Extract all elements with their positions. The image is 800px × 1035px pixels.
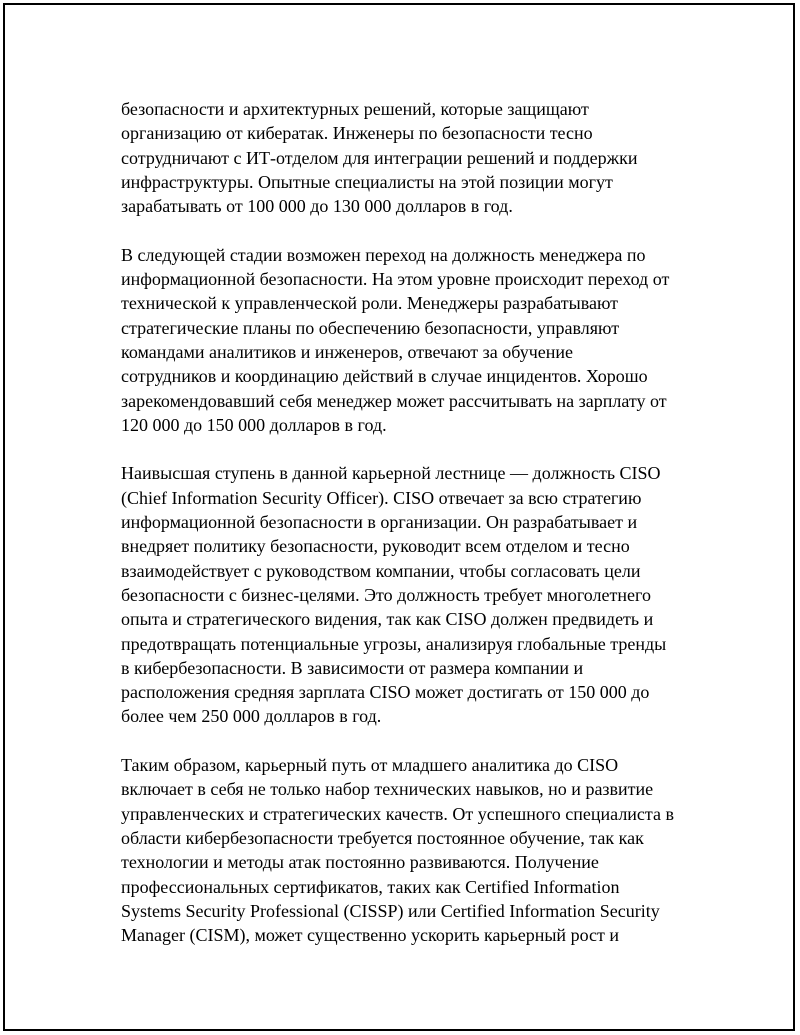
text-line: (Chief Information Security Officer). CISO отвечает за всю стратегию: [121, 487, 642, 508]
text-line: сотрудничают с ИТ-отделом для интеграции решений и поддержки: [121, 147, 638, 168]
text-line: командами аналитиков и инженеров, отвечают за обучение: [121, 341, 574, 362]
text-line: взаимодействует с руководством компании, чтобы согласовать цели: [121, 560, 641, 581]
paragraph-ciso: [121, 461, 701, 728]
text-line: внедряет политику безопасности, руководит всем отделом и тесно: [121, 536, 630, 557]
text-line: Наивысшая ступень в данной карьерной лестнице — должность CISO: [121, 463, 661, 484]
paragraph-conclusion: [121, 753, 701, 947]
text-line: зарекомендовавший себя менеджер может рассчитывать на зарплату от: [121, 390, 667, 411]
text-line: предотвращать потенциальные угрозы, анализируя глобальные тренды: [121, 633, 667, 654]
text-line: области кибербезопасности требуется постоянное обучение, так как: [121, 827, 644, 848]
text-line: расположения средняя зарплата CISO может достигать от 150 000 до: [121, 682, 650, 703]
document-body: [121, 97, 701, 972]
text-line: сотрудников и координацию действий в случае инцидентов. Хорошо: [121, 366, 648, 387]
text-line: организацию от кибератак. Инженеры по безопасности тесно: [121, 123, 593, 144]
text-line: более чем 250 000 долларов в год.: [121, 706, 382, 727]
text-line: безопасности с бизнес-целями. Это должность требует многолетнего: [121, 584, 651, 605]
paragraph-security-engineer: [121, 97, 701, 218]
text-line: Manager (CISM), может существенно ускорить карьерный рост и: [121, 925, 620, 946]
text-line: опыта и стратегического видения, так как CISO должен предвидеть и: [121, 609, 654, 630]
text-line: Systems Security Professional (CISSP) или Certified Information Security: [121, 900, 660, 921]
text-line: стратегические планы по обеспечению безопасности, управляют: [121, 317, 620, 338]
text-line: зарабатывать от 100 000 до 130 000 долларов в год.: [121, 196, 513, 217]
text-line: профессиональных сертификатов, таких как Certified Information: [121, 876, 620, 897]
page-frame: [3, 3, 795, 1031]
paragraph-security-manager: [121, 243, 701, 437]
text-line: 120 000 до 150 000 долларов в год.: [121, 414, 387, 435]
text-line: информационной безопасности в организации. Он разрабатывает и: [121, 512, 638, 533]
text-line: Таким образом, карьерный путь от младшего аналитика до CISO: [121, 755, 619, 776]
text-line: управленческих и стратегических качеств. От успешного специалиста в: [121, 803, 674, 824]
text-line: в кибербезопасности. В зависимости от размера компании и: [121, 657, 584, 678]
text-line: В следующей стадии возможен переход на должность менеджера по: [121, 244, 646, 265]
text-line: информационной безопасности. На этом уровне происходит переход от: [121, 269, 670, 290]
text-line: инфраструктуры. Опытные специалисты на этой позиции могут: [121, 171, 613, 192]
text-line: включает в себя не только набор технических навыков, но и развитие: [121, 779, 654, 800]
text-line: безопасности и архитектурных решений, которые защищают: [121, 99, 589, 119]
text-line: технической к управленческой роли. Менеджеры разрабатывают: [121, 293, 619, 314]
text-line: технологии и методы атак постоянно развиваются. Получение: [121, 852, 599, 873]
